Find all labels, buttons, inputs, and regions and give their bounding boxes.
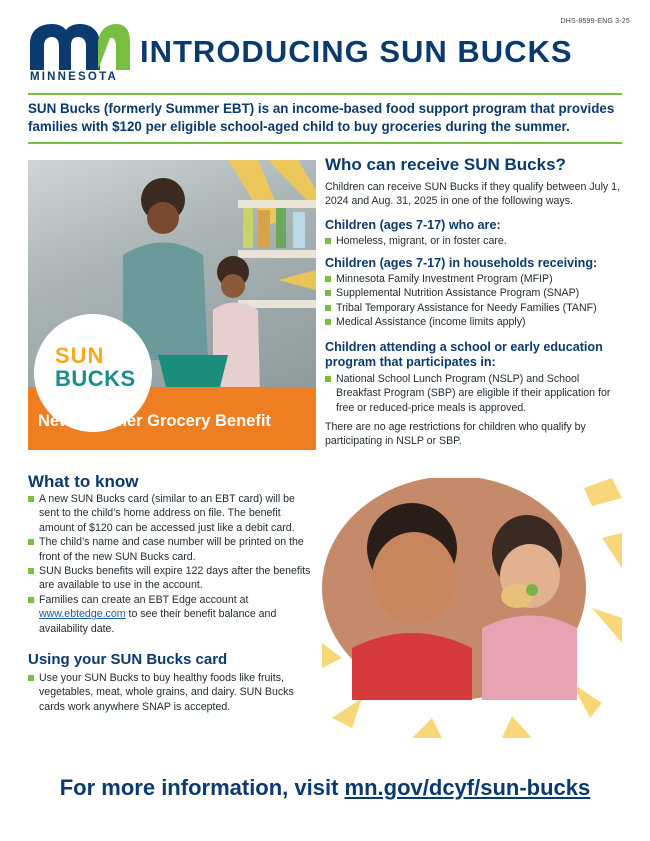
list-item: Medical Assistance (income limits apply) xyxy=(325,315,625,329)
ebt-edge-text-before: Families can create an EBT Edge account at xyxy=(39,593,249,606)
ebt-edge-text-after: to see their benefit balance and availability date. xyxy=(39,608,277,635)
badge-bucks-text: BUCKS xyxy=(55,366,136,391)
document-number: DHS-8599-ENG 3-25 xyxy=(560,18,630,25)
badge-sun-text: SUN xyxy=(55,343,105,368)
logo-wordmark: MINNESOTA xyxy=(30,71,118,83)
list-item: Supplemental Nutrition Assistance Program (SNAP) xyxy=(325,286,625,300)
ebt-edge-link[interactable]: www.ebtedge.com xyxy=(39,608,126,621)
group2-heading: Children (ages 7-17) in households receiving: xyxy=(325,256,598,270)
using-heading: Using your SUN Bucks card xyxy=(28,651,228,668)
who-intro: Children can receive SUN Bucks if they qualify between July 1, 2024 and Aug. 31, 2025 in one of the following ways. xyxy=(325,181,621,208)
children-eating-photo xyxy=(322,478,622,738)
list-item: A new SUN Bucks card (similar to an EBT card) will be sent to the child’s home address on file. The benefit amount of $120 can be accessed just like a debit card. xyxy=(28,492,314,535)
group1-list xyxy=(325,234,625,248)
list-item: Tribal Temporary Assistance for Needy Families (TANF) xyxy=(325,301,625,315)
footer-text: For more information, visit xyxy=(59,775,345,800)
group3-heading: Children attending a school or early education program that participates in: xyxy=(325,340,603,369)
footer xyxy=(0,775,650,801)
list-item: Minnesota Family Investment Program (MFIP) xyxy=(325,272,625,286)
using-list xyxy=(28,671,314,714)
list-item: National School Lunch Program (NSLP) and School Breakfast Program (SBP) are eligible if their application for free or reduced-price meals is approved. xyxy=(325,372,625,415)
what-list xyxy=(28,492,314,636)
banner-text: New Summer Grocery Benefit xyxy=(38,412,271,430)
group3-list xyxy=(325,372,625,415)
what-heading: What to know xyxy=(28,472,139,491)
page-title: INTRODUCING SUN BUCKS xyxy=(140,34,573,69)
list-item: Homeless, migrant, or in foster care. xyxy=(325,234,625,248)
top-divider xyxy=(28,93,622,95)
footer-link[interactable]: mn.gov/dcyf/sun-bucks xyxy=(344,775,591,800)
list-item: Use your SUN Bucks to buy healthy foods like fruits, vegetables, meat, whole grains, and dairy. SUN Bucks cards work anywhere SNAP is accepted. xyxy=(28,671,314,714)
intro-divider xyxy=(28,142,622,144)
who-heading: Who can receive SUN Bucks? xyxy=(325,155,566,174)
list-item: The child’s name and case number will be printed on the front of the new SUN Bucks card. xyxy=(28,535,314,564)
children-illustration xyxy=(322,478,622,738)
list-item: SUN Bucks benefits will expire 122 days after the benefits are available to use in the account. xyxy=(28,564,314,593)
intro-text: SUN Bucks (formerly Summer EBT) is an income-based food support program that provides families with $120 per eligible school-aged child to buy groceries during the summer. xyxy=(28,101,615,134)
group2-list xyxy=(325,272,625,330)
list-item xyxy=(28,593,314,636)
group1-heading: Children (ages 7-17) who are: xyxy=(325,218,501,232)
age-note: There are no age restrictions for children who qualify by participating in NSLP or SBP. xyxy=(325,421,586,448)
